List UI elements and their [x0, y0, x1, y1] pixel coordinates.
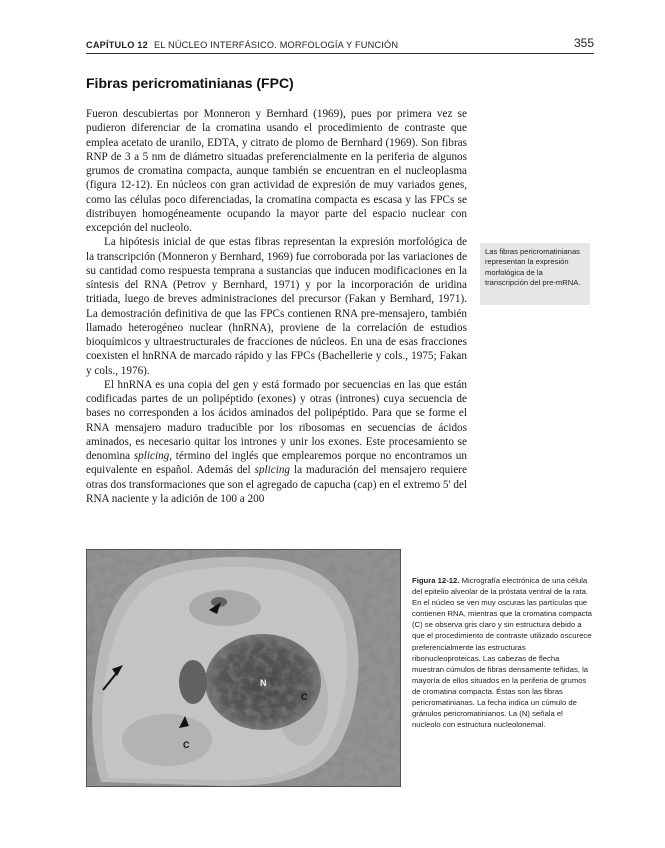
- micrograph-grain: [87, 550, 400, 786]
- nucleolus-label: N: [260, 678, 267, 688]
- chromatin-label-1: C: [301, 692, 308, 702]
- paragraph-3-part-c: la maduración del mensajero requiere otras dos transformaciones que son el agregado de capucha (cap) en el extremo 5' del RNA naciente y la adición de 100 a 200: [86, 464, 467, 505]
- chapter-title: EL NÚCLEO INTERFÁSICO. MORFOLOGÍA Y FUNCIÓN: [153, 40, 399, 50]
- figure-caption: [412, 575, 592, 730]
- paragraph-2: La hipótesis inicial de que estas fibras representan la expresión morfológica de la transcripción (Monneron y Bernhard, 1969) fue corroborada por las variaciones de su cantidad como respuesta temprana a sustancias que inducen modificaciones en la síntesis del RNA (Petrov y Bernhard, 1971) y por la incorporación de uridina tritiada, luego de breves administraciones del precursor (Fakan y Bernhard, 1971). La demostración definitiva de que las FPCs contienen RNA pre-mensajero, también llamado heterogéneo nuclear (hnRNA), proviene de la correlación de estudios bioquímicos y ultraestructurales de fracciones de núcleos. En una de esas fracciones coexisten el hnRNA de marcado rápido y las FPCs (Bachellerie y cols., 1975; Fakan y cols., 1976).: [86, 236, 467, 377]
- micrograph-image: [87, 550, 400, 786]
- paragraph-3: [86, 378, 467, 506]
- paragraph-3-part-b: , término del inglés que emplearemos porque no encontramos un equivalente en español. Además del: [86, 450, 467, 477]
- paragraph-1: Fueron descubiertas por Monneron y Bernhard (1969), pues por primera vez se pudieron diferenciar de la cromatina usando el procedimiento de contraste que emplea acetato de uranilo, EDTA, y citrato de plomo de Bernhard (1969). Son fibras RNP de 3 a 5 nm de diámetro situadas preferencialmente en la periferia de algunos grumos de cromatina compacta, aunque también se encuentran en el nucleoplasma (figura 12-12). En núcleos con gran actividad de expresión de muy variados genes, como las células poco diferenciadas, la cromatina compacta es escasa y las FPCs se distribuyen homogéneamente ocupando la mayor parte del espacio nuclear con excepción del nucleolo.: [86, 108, 467, 234]
- chapter-label: CAPÍTULO 12: [86, 40, 148, 50]
- electron-micrograph: [86, 549, 401, 787]
- term-splicing: splicing: [133, 450, 170, 462]
- chromatin-label-2: C: [183, 740, 190, 750]
- page-number: 355: [573, 36, 594, 50]
- caption-label: Figura 12-12.: [412, 576, 460, 585]
- chapter-heading: [86, 40, 398, 50]
- body-text: [86, 107, 467, 506]
- running-header: [86, 37, 594, 54]
- term-splicing-2: splicing: [254, 464, 291, 477]
- caption-text: Micrografía electrónica de una célula del epitelio alveolar de la próstata ventral de la rata. En el núcleo se ven muy oscuras las partículas que contienen RNA, mientras que la cromatina compacta (C) se observa gris claro y sin estructura debido a que el procedimiento de contraste utilizado oscurece preferencialmente las estructuras ribonucleoproteicas. Las cabezas de flecha muestran cúmulos de fibras densamente teñidas, la mayoría de ellos situados en la periferia de grumos de cromatina compacta. Éstas son las fibras pericromatinianas. La fecha indica un cúmulo de gránulos pericromatinianos. La (N) señala el nucleolo con estructura nucleolonemal.: [412, 576, 592, 730]
- section-title: Fibras pericromatinianas (FPC): [86, 75, 294, 91]
- margin-note: Las fibras pericromatinianas representan la expresión morfológica de la transcripción del pre-mRNA.: [480, 243, 590, 305]
- paragraph-3-part-a: El hnRNA es una copia del gen y está formado por secuencias en las que están codificadas partes de un polipéptido (exones) y otras (intrones) cuya secuencia de bases no corresponden a los ácidos aminados del polipéptido. Para que se forme el RNA mensajero maduro traducible por los ribosomas en secuencias de ácidos aminados, es necesario quitar los intrones y unir los exones. Este procesamiento se denomina: [86, 378, 467, 462]
